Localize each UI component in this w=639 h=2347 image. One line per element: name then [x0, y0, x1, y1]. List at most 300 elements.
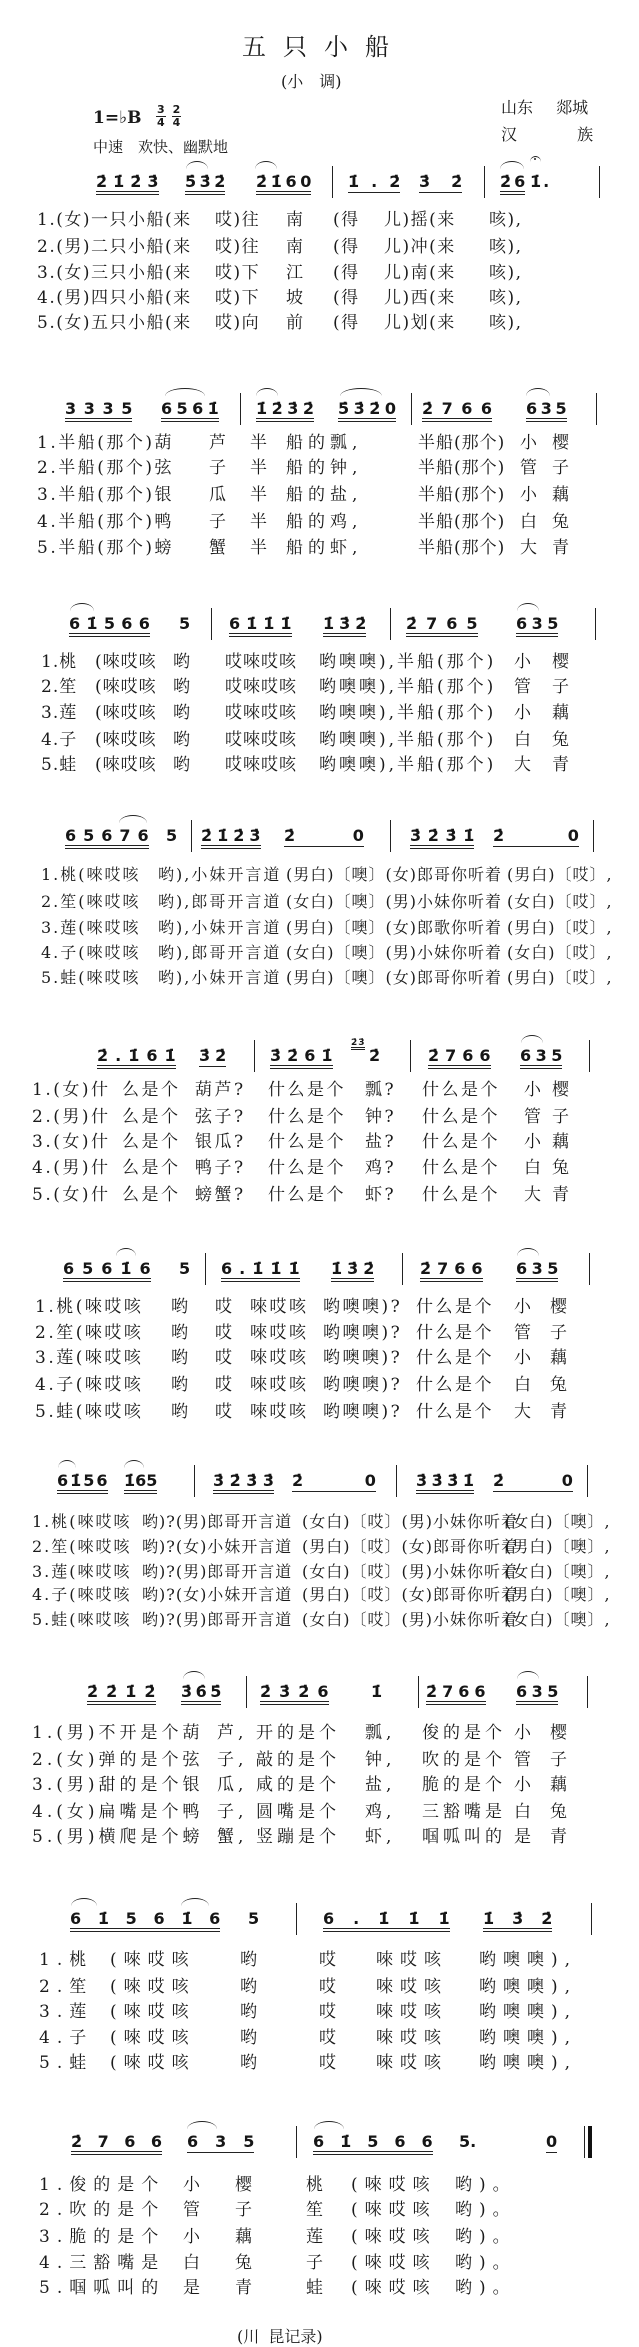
- lyric-verse-4: [0, 287, 639, 309]
- lyric-segment: 鸡?: [365, 1158, 397, 1178]
- lyric-verse-4: [0, 1584, 639, 1606]
- lyric-segment: 什么是个: [416, 1348, 494, 1368]
- lyric-verse-1: [0, 1949, 639, 1971]
- barline: [596, 393, 597, 425]
- lyric-segment: 大: [520, 538, 538, 558]
- slur-icon: [314, 2121, 344, 2129]
- lyric-segment: 白: [183, 2253, 207, 2273]
- lyric-segment: 哎: [319, 1977, 343, 1997]
- lyric-segment: 哟: [173, 677, 191, 697]
- lyric-segment: 小: [514, 1348, 534, 1368]
- fermata-icon: [530, 156, 541, 162]
- lyric-segment: 藕: [552, 703, 570, 723]
- note-group: 2̇.1̇61̇: [97, 1046, 183, 1065]
- lyric-verse-3: [0, 1561, 639, 1583]
- song-genre: (小 调): [281, 72, 342, 91]
- lyric-verse-2: [0, 676, 639, 698]
- lyric-segment: 什么是个: [268, 1185, 346, 1205]
- lyric-segment: 哎唻哎咳: [225, 755, 297, 775]
- slur-icon: [119, 815, 147, 823]
- lyric-segment: 管: [520, 458, 538, 478]
- note-group: 1̇3̇2̇: [483, 1909, 571, 1928]
- lyric-segment: 1.桃(唻哎咳: [41, 865, 141, 884]
- note-group: 2̇765: [406, 614, 487, 633]
- note-group: 635: [520, 1046, 567, 1065]
- lyric-segment: 船的虾,: [286, 538, 363, 558]
- barline: [484, 166, 485, 198]
- lyric-segment: 5.(女)五只小船(来: [37, 313, 192, 333]
- lyric-segment: 1.俊的是个: [39, 2175, 166, 2195]
- lyric-segment: 盐?: [365, 1132, 397, 1152]
- music-system-5: [0, 1038, 639, 1217]
- barline: [410, 1040, 411, 1072]
- music-system-1: [0, 173, 639, 343]
- lyric-segment: 兔: [552, 730, 570, 750]
- lyric-segment: 2.(女)弹的是个弦: [32, 1750, 204, 1770]
- lyric-segment: 弦子?: [195, 1107, 246, 1127]
- lyric-segment: 坡: [286, 288, 305, 308]
- lyric-segment: 半船(那个): [418, 538, 506, 558]
- lyric-segment: 什么是个: [422, 1132, 500, 1152]
- time-signature-denominator: 4: [172, 116, 181, 129]
- note-group: 2̇ 0: [292, 1471, 376, 1490]
- barline: [402, 1253, 403, 1285]
- lyric-segment: 2.(男)二只小船(来: [37, 237, 192, 257]
- slur-icon: [340, 388, 382, 396]
- note-group: 1̇2̇3̇2̇: [256, 399, 319, 418]
- lyric-segment: (得: [333, 263, 360, 283]
- lyric-segment: 兔: [235, 2253, 259, 2273]
- lyric-segment: 哟: [173, 730, 191, 750]
- lyric-verse-3: [0, 1347, 639, 1369]
- lyric-segment: (唻哎咳: [110, 2002, 196, 2022]
- lyric-segment: 哎: [319, 2028, 343, 2048]
- key-signature: 1=♭B: [93, 108, 142, 128]
- barline: [390, 820, 391, 852]
- lyric-segment: 哎)下: [215, 288, 261, 308]
- lyric-segment: 哟),郎哥开言道: [158, 943, 282, 962]
- note-group: 3̇2̇: [199, 1046, 232, 1065]
- lyric-segment: 哟)?(女)小妹开言道: [142, 1585, 293, 1604]
- barline: [296, 1903, 297, 1935]
- lyric-segment: 螃蟹?: [195, 1185, 246, 1205]
- note-group: 3̇2̇61̇: [270, 1046, 339, 1065]
- lyric-segment: 哎)下: [215, 263, 261, 283]
- lyric-segment: (得: [333, 313, 360, 333]
- lyric-segment: 哟: [173, 703, 191, 723]
- note-group: 6561̇: [161, 399, 224, 418]
- lyric-segment: 么是个: [122, 1107, 181, 1127]
- lyric-verse-2: [0, 1976, 639, 1998]
- lyric-segment: 3.莲: [41, 703, 78, 723]
- barline: [595, 608, 596, 640]
- lyric-segment: 什么是个: [422, 1185, 500, 1205]
- lyric-verse-4: [0, 511, 639, 533]
- lyric-segment: (女白)〔哎〕(男)小妹你听着: [302, 1610, 518, 1629]
- slur-icon: [517, 603, 539, 611]
- lyric-segment: 江: [286, 263, 305, 283]
- lyric-segment: 哟噢噢),半船(那个): [319, 652, 497, 672]
- lyric-segment: 3.(男)甜的是个银: [32, 1775, 204, 1795]
- lyric-segment: 哟: [240, 2053, 264, 2073]
- lyric-segment: 子: [235, 2200, 259, 2220]
- lyric-segment: 哟噢噢)?: [323, 1323, 403, 1343]
- lyric-verse-3: [0, 484, 639, 506]
- lyric-verse-4: [0, 1157, 639, 1179]
- lyric-segment: 哟噢噢),半船(那个): [319, 730, 497, 750]
- lyric-segment: 是: [514, 1827, 535, 1847]
- lyric-segment: 管: [514, 1323, 534, 1343]
- lyric-segment: 哟)?(男)郎哥开言道: [142, 1610, 293, 1629]
- slur-icon: [500, 161, 524, 169]
- lyric-segment: 什么是个: [416, 1402, 494, 1422]
- note-group: 3̇2̇: [419, 172, 484, 191]
- barline: [587, 1465, 588, 1497]
- barline: [296, 2126, 297, 2158]
- lyric-verse-1: [0, 651, 639, 673]
- note-group: 61̇566: [69, 614, 157, 633]
- lyric-segment: 哟)?(男)郎哥开言道: [142, 1512, 293, 1531]
- tempo-marking: 中速 欢快、幽默地: [93, 138, 229, 156]
- slur-icon: [116, 1248, 136, 1256]
- lyric-segment: 儿)冲(来: [384, 237, 456, 257]
- lyric-segment: 半: [250, 458, 268, 478]
- lyric-segment: 1.桃(唻哎咳: [35, 1297, 144, 1317]
- lyric-segment: 管: [514, 677, 532, 697]
- note-group: 2̇1̇60: [256, 172, 315, 191]
- slur-icon: [58, 1460, 76, 1468]
- lyric-segment: 唻哎咳: [250, 1348, 309, 1368]
- lyric-segment: 半: [250, 433, 268, 453]
- lyric-segment: 5.蛙(唻哎咳: [35, 1402, 144, 1422]
- lyric-segment: 哟)。: [455, 2253, 517, 2273]
- lyric-segment: 哎)往: [215, 210, 261, 230]
- lyric-segment: 白: [514, 1375, 534, 1395]
- lyric-segment: 儿)划(来: [384, 313, 456, 333]
- music-system-6: [0, 1260, 639, 1430]
- lyric-segment: (唻哎咳: [95, 755, 157, 775]
- lyric-segment: 5.蛙: [41, 755, 78, 775]
- lyric-segment: 什么是个: [422, 1158, 500, 1178]
- lyric-segment: 咸的是个: [256, 1775, 340, 1795]
- lyric-segment: (得: [333, 288, 360, 308]
- lyric-segment: 唻哎咳: [376, 1950, 448, 1970]
- note-group: 2̇: [369, 1046, 381, 1065]
- slur-icon: [71, 1898, 97, 1906]
- lyric-segment: 哟噢噢)?: [323, 1348, 403, 1368]
- barline: [390, 608, 391, 640]
- note-group: 2̇766: [420, 1259, 489, 1278]
- lyric-segment: (男白)〔噢〕(女)郎哥你听着: [286, 968, 502, 987]
- lyric-segment: 唻哎咳: [250, 1402, 309, 1422]
- lyric-segment: 什么是个: [268, 1158, 346, 1178]
- lyric-segment: 竖蹦是个: [256, 1827, 340, 1847]
- lyric-segment: 哎: [215, 1297, 235, 1317]
- lyric-segment: (女白)〔噢〕,: [505, 1512, 611, 1531]
- note-group: 2̇3̇2̇6: [260, 1682, 337, 1701]
- lyric-segment: 小: [514, 1775, 535, 1795]
- lyric-verse-5: [0, 1184, 639, 1206]
- lyric-segment: 咳),: [489, 313, 523, 333]
- lyric-segment: 白: [514, 730, 532, 750]
- lyric-segment: 哟),小妹开言道: [158, 865, 282, 884]
- barline: [593, 820, 594, 852]
- lyric-segment: (唻哎咳: [95, 703, 157, 723]
- note-group: 2̇766: [428, 1046, 497, 1065]
- lyric-segment: 哎唻哎咳: [225, 652, 297, 672]
- slur-icon: [70, 603, 94, 611]
- lyric-segment: 3.半船(那个)银: [37, 485, 174, 505]
- lyric-segment: 兔: [550, 1802, 571, 1822]
- lyric-segment: (唻哎咳: [351, 2200, 437, 2220]
- lyric-segment: 么是个: [122, 1158, 181, 1178]
- lyric-segment: 哎: [215, 1348, 235, 1368]
- music-system-8: [0, 1683, 639, 1853]
- note-group: 61̇561̇6: [70, 1909, 237, 1928]
- lyric-segment: 青: [552, 1185, 572, 1205]
- note-group: 635: [516, 1259, 563, 1278]
- lyric-verse-2: [0, 236, 639, 258]
- lyric-verse-4: [0, 1374, 639, 1396]
- lyric-segment: 小: [514, 1297, 534, 1317]
- note-group: 2̇2̇1̇2̇: [87, 1682, 164, 1701]
- lyric-segment: (女白)〔哎〕(男)小妹你听着: [302, 1512, 518, 1531]
- lyric-segment: 儿)摇(来: [384, 210, 456, 230]
- lyric-segment: 儿)西(来: [384, 288, 456, 308]
- lyric-segment: (女白)〔噢〕(男)小妹你听着: [286, 892, 502, 911]
- lyric-segment: 樱: [550, 1297, 570, 1317]
- lyric-segment: 白: [520, 512, 538, 532]
- lyric-verse-5: [0, 2277, 639, 2299]
- lyric-segment: 半: [250, 538, 268, 558]
- barline: [599, 166, 600, 198]
- lyric-segment: 小: [514, 703, 532, 723]
- lyric-segment: 莲: [306, 2227, 330, 2247]
- note-group: 5̇3̇2̇0: [338, 399, 401, 418]
- lyric-segment: 三豁嘴是: [422, 1802, 506, 1822]
- barline: [211, 608, 212, 640]
- note-group: 3̇2̇3̇3̇: [213, 1471, 280, 1490]
- note-group: 3̇6̇5̇: [181, 1682, 225, 1701]
- lyric-segment: 船的瓢,: [286, 433, 363, 453]
- lyric-segment: 瓢,: [365, 1723, 396, 1743]
- lyric-segment: 2.(男)什: [32, 1107, 111, 1127]
- lyric-segment: 银瓜?: [195, 1132, 246, 1152]
- lyric-segment: 唻哎咳: [250, 1297, 309, 1317]
- lyric-segment: 樱: [552, 1080, 572, 1100]
- barline: [589, 1253, 590, 1285]
- lyric-segment: 哎: [215, 1375, 235, 1395]
- lyric-segment: 唻哎咳: [376, 2053, 448, 2073]
- lyric-segment: 5.(男)横爬是个螃: [32, 1827, 204, 1847]
- lyric-segment: 青: [550, 1827, 571, 1847]
- lyric-segment: 么是个: [122, 1080, 181, 1100]
- lyric-segment: 哟),小妹开言道: [158, 968, 282, 987]
- lyric-segment: 大: [524, 1185, 544, 1205]
- slur-icon: [255, 161, 277, 169]
- lyric-segment: 半: [250, 512, 268, 532]
- lyric-segment: 半: [250, 485, 268, 505]
- lyric-segment: 瓜: [209, 485, 227, 505]
- lyric-segment: 什么是个: [268, 1080, 346, 1100]
- lyric-segment: 藕: [552, 1132, 572, 1152]
- note-group: 2̇766: [426, 1682, 491, 1701]
- lyric-segment: 蟹,: [217, 1827, 248, 1847]
- time-signature-denominator: 4: [157, 116, 165, 129]
- lyric-segment: 白: [524, 1158, 544, 1178]
- lyric-verse-1: [0, 1079, 639, 1101]
- lyric-verse-3: [0, 1774, 639, 1796]
- note-group: 3̇3̇3̇1̇: [416, 1471, 479, 1490]
- lyric-segment: 3.(女)三只小船(来: [37, 263, 192, 283]
- lyric-segment: 樱: [550, 1723, 571, 1743]
- lyric-segment: 蛙: [306, 2278, 330, 2298]
- lyric-segment: 哎: [215, 1323, 235, 1343]
- lyric-segment: 唻哎咳: [250, 1323, 309, 1343]
- lyric-segment: 4.半船(那个)鸭: [37, 512, 174, 532]
- lyric-segment: 4.三豁嘴是: [39, 2253, 166, 2273]
- lyric-segment: (唻哎咳: [351, 2227, 437, 2247]
- lyric-segment: 3.莲: [39, 2002, 94, 2022]
- lyric-segment: 钟,: [365, 1750, 396, 1770]
- barline: [332, 166, 333, 198]
- lyric-segment: 什么是个: [422, 1080, 500, 1100]
- lyric-segment: 哟)?(男)郎哥开言道: [142, 1562, 293, 1581]
- lyric-segment: 什么是个: [268, 1132, 346, 1152]
- barline: [205, 1253, 206, 1285]
- note-group: 5̇3̇2̇: [185, 172, 229, 191]
- lyric-segment: 4.(男)什: [32, 1158, 111, 1178]
- lyric-segment: (得: [333, 210, 360, 230]
- music-system-10: [0, 2133, 639, 2303]
- lyric-segment: 兔: [552, 1158, 572, 1178]
- lyric-segment: 2.笙(唻哎咳: [35, 1323, 144, 1343]
- lyric-segment: (女白)〔哎〕,: [507, 943, 613, 962]
- music-system-7: [0, 1472, 639, 1642]
- time-signature: [156, 104, 166, 129]
- lyric-segment: 哟)。: [455, 2227, 517, 2247]
- lyric-segment: 葫芦?: [195, 1080, 246, 1100]
- lyric-segment: 哟)?(女)小妹开言道: [142, 1537, 293, 1556]
- barline: [418, 1676, 419, 1708]
- lyric-segment: 唻哎咳: [376, 2002, 448, 2022]
- note-group: 2̇766: [422, 399, 501, 418]
- time-signatures: [156, 104, 181, 129]
- note-group: 3̇2̇3̇1̇: [410, 826, 481, 845]
- lyric-segment: 5.(女)什: [32, 1185, 111, 1205]
- lyric-segment: 兔: [550, 1375, 570, 1395]
- lyric-segment: 圆嘴是个: [256, 1802, 340, 1822]
- note-group: 2̇6: [500, 172, 529, 191]
- lyric-segment: 小: [183, 2175, 207, 2195]
- lyric-segment: 哟: [171, 1402, 191, 1422]
- lyric-segment: 1.(女)一只小船(来: [37, 210, 192, 230]
- note-group: 635: [516, 614, 563, 633]
- lyric-verse-4: [0, 942, 639, 964]
- lyric-segment: 小: [520, 485, 538, 505]
- lyric-segment: 小: [524, 1132, 544, 1152]
- slur-icon: [187, 2121, 217, 2129]
- barline: [589, 1040, 590, 1072]
- lyric-segment: (男白)〔哎〕(女)郎哥你听着: [302, 1537, 518, 1556]
- lyric-segment: 哎唻哎咳: [225, 677, 297, 697]
- lyric-segment: 什么是个: [268, 1107, 346, 1127]
- lyric-verse-4: [0, 2027, 639, 2049]
- lyric-segment: 笙: [306, 2200, 330, 2220]
- lyric-verse-4: [0, 729, 639, 751]
- lyric-segment: 什么是个: [422, 1107, 500, 1127]
- lyric-segment: 大: [514, 755, 532, 775]
- lyric-segment: 船的鸡,: [286, 512, 363, 532]
- lyric-segment: (女白)〔噢〕(男)小妹你听着: [286, 943, 502, 962]
- note-group: 61̇566: [313, 2132, 449, 2151]
- lyric-segment: 敲的是个: [256, 1750, 340, 1770]
- note-group: 1̇65: [124, 1471, 158, 1490]
- barline: [254, 1040, 255, 1072]
- lyric-segment: 哟: [173, 755, 191, 775]
- lyric-segment: 哟),小妹开言道: [158, 918, 282, 937]
- lyric-segment: 3.(女)什: [32, 1132, 111, 1152]
- lyric-segment: 蟹: [209, 538, 227, 558]
- lyric-verse-3: [0, 917, 639, 939]
- lyric-verse-5: [0, 1401, 639, 1423]
- lyric-segment: 4.子(唻哎咳: [35, 1375, 144, 1395]
- lyric-segment: 哟),郎哥开言道: [158, 892, 282, 911]
- lyric-verse-5: [0, 1826, 639, 1848]
- lyric-segment: 哎: [319, 1950, 343, 1970]
- lyric-segment: 半船(那个): [418, 512, 506, 532]
- barline: [587, 1676, 588, 1708]
- slur-icon: [256, 388, 278, 396]
- lyric-segment: (男白)〔噢〕,: [505, 1537, 611, 1556]
- lyric-segment: (女白)〔噢〕,: [505, 1562, 611, 1581]
- note-group: 1̇3̇2̇: [323, 614, 372, 633]
- note-group: 2̇1̇2̇3̇: [201, 826, 266, 845]
- lyric-verse-3: [0, 1131, 639, 1153]
- time-signature-numerator: 3: [157, 103, 165, 116]
- barline: [191, 820, 192, 852]
- slur-icon: [165, 388, 205, 396]
- lyric-verse-4: [0, 1801, 639, 1823]
- barline: [411, 393, 412, 425]
- lyric-segment: (唻哎咳: [95, 652, 157, 672]
- lyric-segment: 兔: [552, 512, 570, 532]
- slur-icon: [517, 1248, 539, 1256]
- lyric-segment: (唻哎咳: [110, 1977, 196, 1997]
- lyric-segment: 哟: [173, 652, 191, 672]
- lyric-segment: 咳),: [489, 288, 523, 308]
- lyric-verse-2: [0, 2199, 639, 2221]
- lyric-segment: 啯呱叫的: [422, 1827, 506, 1847]
- lyric-verse-2: [0, 1749, 639, 1771]
- lyric-segment: (唻哎咳: [110, 2028, 196, 2048]
- lyric-segment: (唻哎咳: [351, 2278, 437, 2298]
- lyric-segment: 1.半船(那个)葫: [37, 433, 174, 453]
- song-title: 五只小船: [242, 33, 406, 61]
- slur-icon: [526, 388, 550, 396]
- lyric-segment: 桃: [306, 2175, 330, 2195]
- lyric-segment: 青: [552, 538, 570, 558]
- lyric-segment: 4.(女)扁嘴是个鸭: [32, 1802, 204, 1822]
- note-group: 0: [546, 2132, 558, 2151]
- lyric-segment: 子: [552, 677, 570, 697]
- lyric-segment: 哟: [171, 1375, 191, 1395]
- note-group: 6561̇6: [63, 1259, 159, 1278]
- lyric-segment: 樱: [235, 2175, 259, 2195]
- note-group: 61̇56: [57, 1471, 110, 1490]
- lyric-segment: 唻哎咳: [376, 1977, 448, 1997]
- note-group: 635: [516, 1682, 563, 1701]
